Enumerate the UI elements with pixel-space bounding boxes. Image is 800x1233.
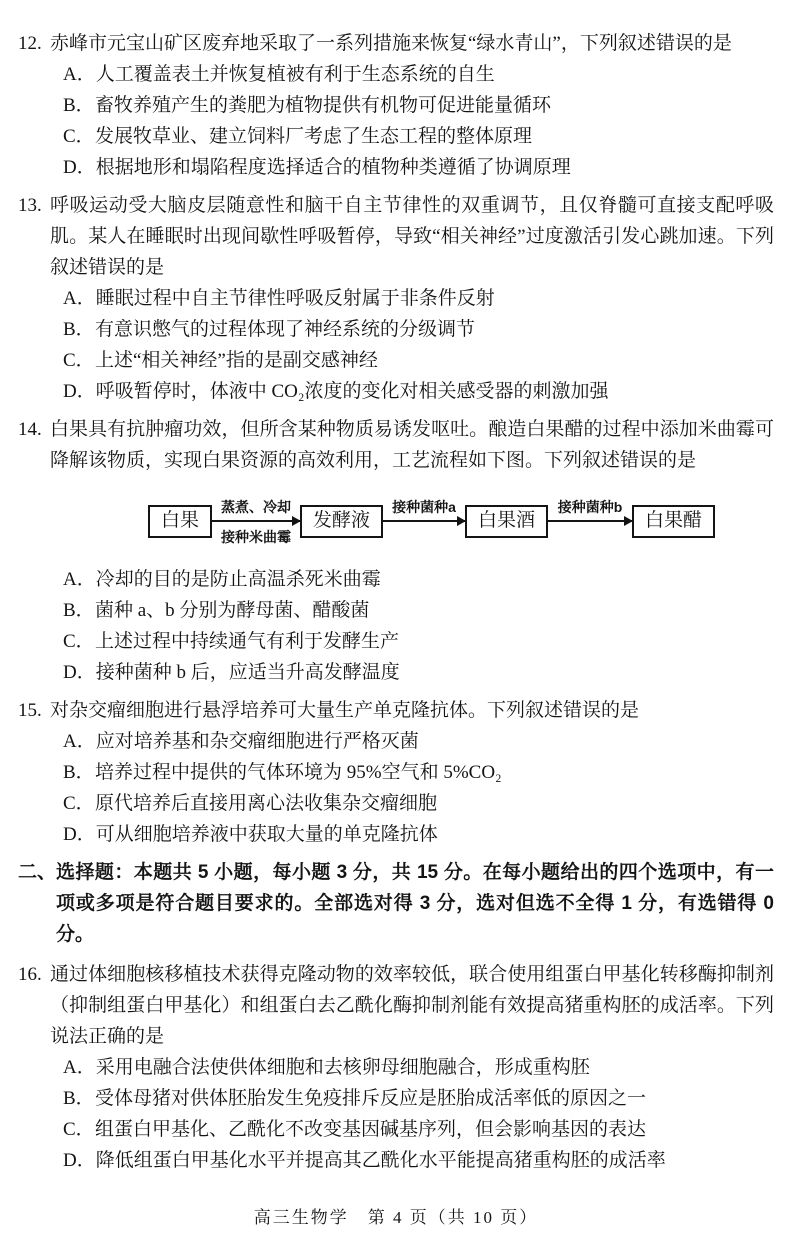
option-label: A． — [63, 569, 96, 590]
option-text: 上述过程中持续通气有利于发酵生产 — [95, 631, 400, 652]
option-text: 采用电融合法使供体细胞和去核卵母细胞融合，形成重构胚 — [95, 1057, 590, 1078]
option-text: 有意识憋气的过程体现了神经系统的分级调节 — [95, 319, 476, 340]
option-label: A． — [63, 288, 96, 309]
option-d — [63, 657, 774, 688]
option-label: B． — [63, 762, 95, 783]
option-a — [63, 1052, 774, 1083]
flow-node-baiguojiu: 白果酒 — [465, 505, 548, 538]
option-label: C． — [63, 1119, 95, 1140]
option-text: 降低组蛋白甲基化水平并提高其乙酰化水平能提高猪重构胚的成活率 — [95, 1150, 666, 1171]
question-12 — [18, 28, 774, 183]
option-text: 人工覆盖表土并恢复植被有利于生态系统的自生 — [95, 64, 495, 85]
flow-arrow-icon — [212, 499, 300, 545]
option-label: D． — [63, 157, 96, 178]
option-text: 菌种 a、b 分别为酵母菌、醋酸菌 — [95, 600, 370, 621]
option-text: 应对培养基和杂交瘤细胞进行严格灭菌 — [95, 731, 419, 752]
option-a — [63, 726, 774, 757]
option-text: 睡眠过程中自主节律性呼吸反射属于非条件反射 — [95, 288, 495, 309]
option-label: A． — [63, 64, 96, 85]
arrow-label-top: 蒸煮、冷却 — [221, 499, 292, 515]
option-label: C． — [63, 126, 95, 147]
arrow-label-top: 接种菌种b — [557, 499, 623, 515]
section-instructions: 选择题：本题共 5 小题，每小题 3 分，共 15 分。在每小题给出的四个选项中，有一项或多项是符合题目要求的。全部选对得 3 分，选对但选不全得 1 分，有选错得 0 分。 — [56, 862, 774, 945]
option-c — [63, 626, 774, 657]
question-13 — [18, 190, 774, 407]
process-flow-diagram — [148, 490, 774, 552]
option-label: B． — [63, 1088, 95, 1109]
option-a — [63, 283, 774, 314]
option-c — [63, 345, 774, 376]
question-number: 13. — [18, 195, 42, 216]
option-a — [63, 59, 774, 90]
flow-node-baiguo: 白果 — [148, 505, 212, 538]
question-stem: 对杂交瘤细胞进行悬浮培养可大量生产单克隆抗体。下列叙述错误的是 — [50, 700, 640, 721]
option-b — [63, 90, 774, 121]
question-stem: 通过体细胞核移植技术获得克隆动物的效率较低，联合使用组蛋白甲基化转移酶抑制剂（抑制组蛋白甲基化）和组蛋白去乙酰化酶抑制剂能有效提高猪重构胚的成活率。下列说法正确的是 — [50, 964, 774, 1047]
option-text: 上述“相关神经”指的是副交感神经 — [95, 350, 378, 371]
arrow-label-top: 接种菌种a — [392, 499, 456, 515]
question-stem: 赤峰市元宝山矿区废弃地采取了一系列措施来恢复“绿水青山”，下列叙述错误的是 — [50, 33, 732, 54]
option-text: 冷却的目的是防止高温杀死米曲霉 — [95, 569, 381, 590]
question-number: 12. — [18, 33, 42, 54]
section-number: 二、 — [18, 862, 57, 883]
option-text: 发展牧草业、建立饲料厂考虑了生态工程的整体原理 — [95, 126, 533, 147]
options-list — [63, 283, 774, 407]
question-15 — [18, 695, 774, 850]
option-d — [63, 1145, 774, 1176]
option-b — [63, 1083, 774, 1114]
question-number: 16. — [18, 964, 42, 985]
option-label: A． — [63, 731, 96, 752]
option-label: C． — [63, 631, 95, 652]
option-label: B． — [63, 95, 95, 116]
options-list — [63, 1052, 774, 1176]
option-d — [63, 819, 774, 850]
flow-node-fajiaoye: 发酵液 — [300, 505, 383, 538]
options-list — [63, 726, 774, 850]
option-label: C． — [63, 350, 95, 371]
option-text: 组蛋白甲基化、乙酰化不改变基因碱基序列，但会影响基因的表达 — [95, 1119, 647, 1140]
option-text: 培养过程中提供的气体环境为 95%空气和 5%CO₂ — [95, 762, 502, 783]
option-d — [63, 376, 774, 407]
option-label: C． — [63, 793, 95, 814]
option-text: 原代培养后直接用离心法收集杂交瘤细胞 — [95, 793, 438, 814]
flow-arrow-icon — [383, 499, 465, 522]
flow-arrow-icon — [548, 499, 632, 522]
arrow-label-bottom: 接种米曲霉 — [221, 529, 292, 545]
question-number: 15. — [18, 700, 42, 721]
option-d — [63, 152, 774, 183]
option-b — [63, 757, 774, 788]
option-text: 呼吸暂停时，体液中 CO₂浓度的变化对相关感受器的刺激加强 — [95, 381, 609, 402]
option-label: D． — [63, 824, 96, 845]
flow-node-baiguocu: 白果醋 — [632, 505, 715, 538]
option-label: D． — [63, 662, 96, 683]
option-text: 接种菌种 b 后，应适当升高发酵温度 — [95, 662, 400, 683]
question-14 — [18, 414, 774, 688]
option-text: 可从细胞培养液中获取大量的单克隆抗体 — [95, 824, 438, 845]
question-stem: 呼吸运动受大脑皮层随意性和脑干自主节律性的双重调节，且仅脊髓可直接支配呼吸肌。某人在睡眠时出现间歇性呼吸暂停，导致“相关神经”过度激活引发心跳加速。下列叙述错误的是 — [50, 195, 774, 278]
option-b — [63, 314, 774, 345]
option-label: D． — [63, 381, 96, 402]
option-a — [63, 564, 774, 595]
option-label: D． — [63, 1150, 96, 1171]
option-label: B． — [63, 319, 95, 340]
options-list — [63, 59, 774, 183]
page-footer: 高三生物学 第 4 页（共 10 页） — [253, 1208, 539, 1227]
section-header — [18, 857, 774, 950]
option-text: 畜牧养殖产生的粪肥为植物提供有机物可促进能量循环 — [95, 95, 552, 116]
option-c — [63, 788, 774, 819]
option-text: 根据地形和塌陷程度选择适合的植物种类遵循了协调原理 — [95, 157, 571, 178]
option-label: B． — [63, 600, 95, 621]
option-label: A． — [63, 1057, 96, 1078]
question-stem: 白果具有抗肿瘤功效，但所含某种物质易诱发呕吐。酿造白果醋的过程中添加米曲霉可降解该物质，实现白果资源的高效利用，工艺流程如下图。下列叙述错误的是 — [50, 419, 774, 471]
option-c — [63, 121, 774, 152]
question-number: 14. — [18, 419, 42, 440]
option-c — [63, 1114, 774, 1145]
option-b — [63, 595, 774, 626]
question-16 — [18, 959, 774, 1176]
option-text: 受体母猪对供体胚胎发生免疫排斥反应是胚胎成活率低的原因之一 — [95, 1088, 647, 1109]
options-list — [63, 564, 774, 688]
